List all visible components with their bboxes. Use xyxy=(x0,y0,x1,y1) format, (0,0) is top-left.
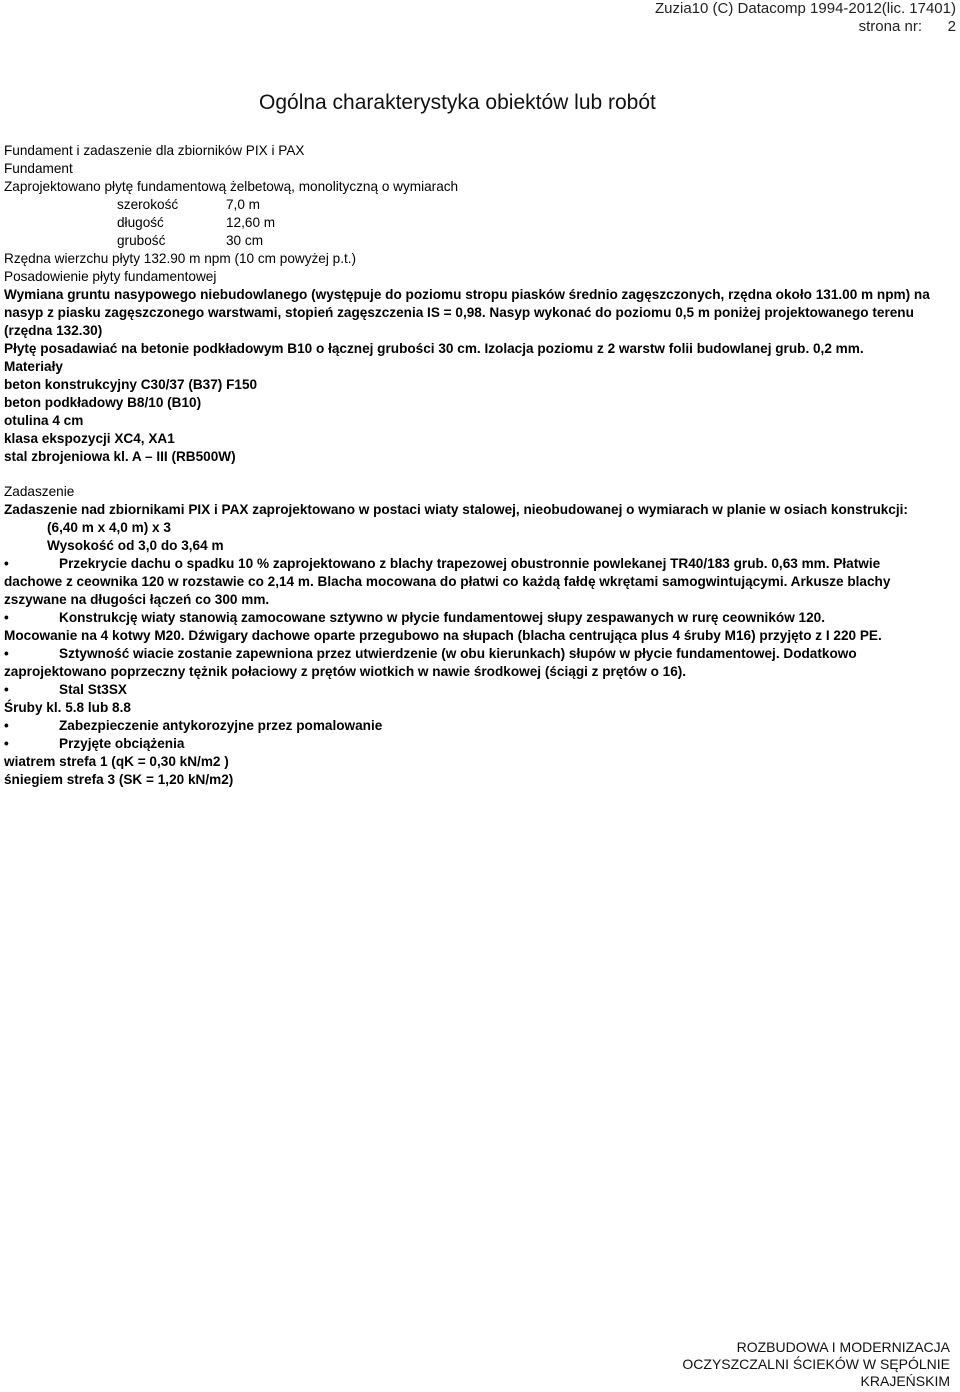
bullet-icon: • xyxy=(4,610,9,625)
bullet-first-line: Zabezpieczenie antykorozyjne przez pomalowanie xyxy=(59,718,383,733)
section-heading: Fundament i zadaszenie dla zbiorników PIX i PAX xyxy=(4,143,305,158)
footer-line: KRAJEŃSKIM xyxy=(860,1373,950,1389)
bullet-item xyxy=(4,717,954,735)
dimension-label: grubość xyxy=(117,233,166,248)
bullet-icon: • xyxy=(4,718,9,733)
intro-text: Zaprojektowano płytę fundamentową żelbetową, monolityczną o wymiarach xyxy=(4,179,459,194)
bullet-item xyxy=(4,609,954,645)
spacer xyxy=(4,466,954,483)
bullet-first-line: Stal St3SX xyxy=(59,682,127,697)
page-number: 2 xyxy=(947,18,956,35)
bullet-first-line: Konstrukcję wiaty stanowią zamocowane sztywno w płycie fundamentowej słupy zespawanych w rurę ceowników 120. xyxy=(59,610,825,625)
material-item: beton podkładowy B8/10 (B10) xyxy=(4,395,202,410)
subsection-heading: Fundament xyxy=(4,161,73,176)
material-item: beton konstrukcyjny C30/37 (B37) F150 xyxy=(4,377,258,392)
bullet-first-line: Sztywność wiacie zostanie zapewniona przez utwierdzenie (w obu kierunkach) słupów w płycie fundamentowej. Dodatkowo xyxy=(59,646,857,661)
dimension-value: 7,0 m xyxy=(226,197,260,212)
page-header xyxy=(655,0,956,36)
bullet-continuation: dachowe z ceownika 120 w rozstawie co 2,14 m. Blacha mocowana do płatwi co każdą fałdę wkrętami samogwintującymi. Arkusze blachy zszywane na długości łączeń co 300 mm. xyxy=(4,574,891,607)
foundation-text: Wymiana gruntu nasypowego niebudowlanego (występuje do poziomu stropu piasków średnio zagęszczonych, rzędna około 131.00 m npm) na nasyp z piasku zagęszczonego warstwami, stopień zagęszczenia IS = 0,98. Nasyp wykonać do poziomu 0,5 m poniżej projektowanego terenu (rzędna 132.30) xyxy=(4,287,930,338)
bullet-continuation: zaprojektowano poprzeczny tężnik połaciowy z prętów wiotkich w nawie środkowej (ściągi z prętów o 16). xyxy=(4,664,687,679)
foundation-heading: Posadowienie płyty fundamentowej xyxy=(4,269,217,284)
document-body xyxy=(4,142,954,789)
bullet-item xyxy=(4,555,954,609)
bullet-icon: • xyxy=(4,646,9,661)
roofing-height: Wysokość od 3,0 do 3,64 m xyxy=(47,538,224,553)
dimension-label: szerokość xyxy=(117,197,179,212)
bullet-continuation: Mocowanie na 4 kotwy M20. Dźwigary dachowe oparte przegubowo na słupach (blacha centrująca plus 4 śruby M16) przyjęto z I 220 PE. xyxy=(4,628,882,643)
license-line: Zuzia10 (C) Datacomp 1994-2012(lic. 17401) xyxy=(655,0,956,17)
bullet-icon: • xyxy=(4,556,9,571)
materials-heading: Materiały xyxy=(4,359,63,374)
footer-line: ROZBUDOWA I MODERNIZACJA xyxy=(736,1339,950,1355)
bullet-first-line: Przekrycie dachu o spadku 10 % zaprojektowano z blachy trapezowej obustronnie powlekanej TR40/183 grub. 0,63 mm. Płatwie xyxy=(59,556,881,571)
footer-line: OCZYSZCZALNI ŚCIEKÓW W SĘPÓLNIE xyxy=(682,1356,950,1372)
dimension-label: długość xyxy=(117,215,164,230)
roofing-heading: Zadaszenie xyxy=(4,484,75,499)
material-item: klasa ekspozycji XC4, XA1 xyxy=(4,431,175,446)
bullet-item xyxy=(4,645,954,681)
material-item: stal zbrojeniowa kl. A – III (RB500W) xyxy=(4,449,236,464)
page-title: Ogólna charakterystyka obiektów lub robót xyxy=(259,91,656,114)
roofing-intro: Zadaszenie nad zbiornikami PIX i PAX zaprojektowano w postaci wiaty stalowej, nieobudowanej o wymiarach w planie w osiach konstrukcji: xyxy=(4,502,908,517)
slab-text: Płytę posadawiać na betonie podkładowym B10 o łącznej grubości 30 cm. Izolacja poziomu z 2 warstw folii budowlanej grub. 0,2 mm. xyxy=(4,341,864,356)
elevation-text: Rzędna wierzchu płyty 132.90 m npm (10 cm powyżej p.t.) xyxy=(4,251,357,266)
bullet-icon: • xyxy=(4,736,9,751)
roofing-dimensions: (6,40 m x 4,0 m) x 3 xyxy=(47,520,171,535)
bullet-first-line: Przyjęte obciążenia xyxy=(59,736,185,751)
dimension-row xyxy=(4,196,954,214)
dimension-value: 12,60 m xyxy=(226,215,276,230)
bullet-icon: • xyxy=(4,682,9,697)
bullet-continuation: wiatrem strefa 1 (qK = 0,30 kN/m2 ) xyxy=(4,754,229,769)
page-label: strona nr: xyxy=(858,18,922,35)
page-number-line xyxy=(655,18,956,36)
bullet-continuation: Śruby kl. 5.8 lub 8.8 xyxy=(4,700,131,715)
dimension-value: 30 cm xyxy=(226,233,264,248)
snow-load-text: śniegiem strefa 3 (SK = 1,20 kN/m2) xyxy=(4,772,234,787)
project-footer xyxy=(682,1339,950,1390)
dimension-row xyxy=(4,214,954,232)
dimension-row xyxy=(4,232,954,250)
material-item: otulina 4 cm xyxy=(4,413,84,428)
bullet-item xyxy=(4,681,954,717)
bullet-item xyxy=(4,735,954,771)
